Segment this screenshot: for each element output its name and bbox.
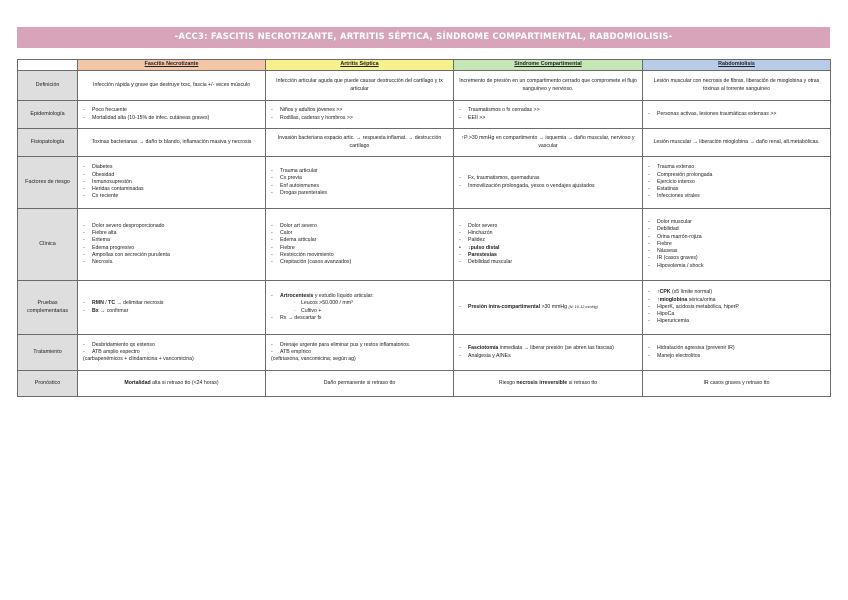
cell-compartimental	[454, 101, 643, 129]
list-item: - Ejercicio intenso	[648, 179, 825, 186]
cell-rabdomiolisis: Lesión muscular → liberación mioglobina → daño renal, alt.metabólicas.	[643, 129, 831, 157]
cell-rabdomiolisis	[643, 101, 831, 129]
bold-text: Fasciotomía	[468, 345, 499, 352]
list-item	[648, 289, 825, 296]
column-header-fascitis: Fascitis Necrotizante	[78, 60, 266, 71]
cell-rabdomiolisis	[643, 281, 831, 335]
list-item: - Inmunosupresión	[83, 179, 260, 186]
row-label: Clínica	[18, 209, 78, 281]
row-tratamiento	[18, 335, 831, 371]
list-item	[83, 308, 260, 315]
cell-fascitis	[78, 101, 266, 129]
cell-artritis	[266, 157, 454, 209]
text: >30 mmHg	[540, 303, 569, 310]
row-label: Fisiopatología	[18, 129, 78, 157]
column-header-rabdomiolisis: Rabdomiolisis	[643, 60, 831, 71]
list-item: - Calor	[271, 230, 448, 237]
cell-compartimental	[454, 209, 643, 281]
list-item: - Eritema	[83, 237, 260, 244]
row-label: Definición	[18, 71, 78, 101]
list-item: - Restricción movimiento	[271, 252, 448, 259]
list-item: - Trauma extenso	[648, 164, 825, 171]
list-item: - Fx, traumatismos, quemaduras	[459, 175, 637, 182]
list-item: - EEII >>	[459, 115, 637, 122]
corner-cell	[18, 60, 78, 71]
up-arrow: ↑	[657, 289, 660, 296]
cell-artritis: Invasión bacteriana espacio artic. → respuesta inflamat. → destrucción cartílago	[266, 129, 454, 157]
text: alta si retraso tto (<24 horas)	[150, 379, 219, 386]
cell-fascitis	[78, 209, 266, 281]
list-item: - Dolor art severo	[271, 223, 448, 230]
list-item: - Debilidad muscular	[459, 259, 637, 266]
cell-artritis: Infección articular aguda que puede causar destrucción del cartílago y tx articular	[266, 71, 454, 101]
list-item: - ATB empírico	[271, 349, 448, 356]
sub-item: · Cultivo +	[294, 308, 448, 315]
list-item: - Mortalidad alta (10-15% de infec. cutáneas graves)	[83, 115, 260, 122]
list-item: - Drenaje urgente para eliminar pus y restos inflamatorios.	[271, 342, 448, 349]
cell-rabdomiolisis: Lesión muscular con necrosis de fibras, liberación de mioglobina y otras toxinas al torrente sanguíneo	[643, 71, 831, 101]
bold-text: Artrocentesis	[280, 293, 314, 300]
list-item: - ATB amplio espectro	[83, 349, 260, 356]
list-item	[83, 300, 260, 307]
text: sérica/orina	[687, 296, 716, 303]
cell-rabdomiolisis: IR casos graves y retraso tto	[643, 371, 831, 397]
list-item: - Fiebre	[648, 241, 825, 248]
list-item	[648, 297, 825, 304]
list-item: - Compresión prolongada	[648, 172, 825, 179]
list-item: - Inmovilización prolongada, yesos o vendajes ajustados	[459, 183, 637, 190]
up-arrow: ↑	[657, 296, 660, 303]
list-item: - Cx reciente	[83, 193, 260, 200]
list-item: - Náuseas	[648, 248, 825, 255]
list-item: - Palidez	[459, 237, 637, 244]
list-item: - HiperK, acidosis metabólica, hiperP	[648, 304, 825, 311]
text: → confirmar	[98, 307, 129, 314]
text: (x5 límite normal)	[670, 289, 713, 296]
column-header-artritis: Artritis Séptica	[266, 60, 454, 71]
bold-text: necrosis irreversible	[516, 379, 568, 386]
list-item: - Enf autoinmunes	[271, 183, 448, 190]
list-item: - Debilidad	[648, 226, 825, 233]
row-factores	[18, 157, 831, 209]
list-item: - Personas activas, lesiones traumáticas extensas >>	[648, 111, 825, 118]
page-title: -ACC3: FASCITIS NECROTIZANTE, ARTRITIS SÉPTICA, SÍNDROME COMPARTIMENTAL, RABDOMIOLISIS-	[17, 27, 830, 48]
list-item: - IR (casos graves)	[648, 255, 825, 262]
list-item: - Cx previa	[271, 175, 448, 182]
text: → delimitar necrosis	[115, 300, 164, 307]
cell-fascitis	[78, 335, 266, 371]
list-item: - HipoCa	[648, 311, 825, 318]
row-epidemiologia	[18, 101, 831, 129]
header-row	[18, 60, 831, 71]
list-item: - Analgesia y AINEs	[459, 353, 637, 360]
row-pruebas	[18, 281, 831, 335]
list-item	[271, 293, 448, 315]
row-label: Tratamiento	[18, 335, 78, 371]
list-item	[459, 304, 637, 311]
cell-artritis	[266, 101, 454, 129]
list-item: - Dolor severo	[459, 223, 637, 230]
list-item: - Heridas contaminadas	[83, 186, 260, 193]
list-item: - Manejo electrolitos	[648, 353, 825, 360]
list-item: - Dolor severo desproporcionado	[83, 223, 260, 230]
list-item: - Fiebre	[271, 245, 448, 252]
text: Riesgo	[498, 379, 517, 386]
bold-text: Presión intra-compartimental	[468, 303, 541, 310]
cell-fascitis	[78, 281, 266, 335]
list-item: - Trauma articular	[271, 168, 448, 175]
row-pronostico	[18, 371, 831, 397]
list-item: - Infecciones virales	[648, 193, 825, 200]
list-item: - Necrosis.	[83, 259, 260, 266]
list-item	[459, 245, 637, 252]
bold-text: TC	[108, 300, 116, 307]
bold-text: Bx	[92, 307, 99, 314]
note-text: (N: 10-12 mmHg)	[568, 304, 598, 309]
cell-compartimental	[454, 371, 643, 397]
list-item: - Traumatismos o fx cerradas >>	[459, 107, 637, 114]
list-item	[459, 252, 637, 259]
cell-artritis	[266, 281, 454, 335]
list-item: - Diabetes	[83, 164, 260, 171]
row-label: Epidemiología	[18, 101, 78, 129]
row-definicion	[18, 71, 831, 101]
cell-compartimental	[454, 157, 643, 209]
list-item: - Poco frecuente	[83, 107, 260, 114]
list-item: - Orina marrón-rojiza	[648, 234, 825, 241]
row-clinica	[18, 209, 831, 281]
sub-item: · Leucos >50.000 / mm³	[294, 300, 448, 307]
cell-rabdomiolisis	[643, 157, 831, 209]
text: y estudio líquido articular:	[313, 293, 374, 300]
list-item: - Rx → descartar fx	[271, 315, 448, 322]
bold-text: Mortalidad	[124, 379, 151, 386]
comparison-table	[17, 59, 831, 397]
list-item: - Edema progresivo	[83, 245, 260, 252]
list-item: - Estatinas	[648, 186, 825, 193]
column-header-compartimental: Síndrome Compartimental	[454, 60, 643, 71]
note-text: (ceftriaxona, vancomicina; según ag)	[271, 356, 356, 363]
text: inmediata → liberar presión (se abren las fascias)	[498, 345, 614, 352]
note-text: (carbapenémicos + clindamicina + vancomicina)	[83, 356, 194, 363]
bold-text: RMN	[92, 300, 104, 307]
text: si retraso tto	[567, 379, 598, 386]
list-item: - Fiebre alta	[83, 230, 260, 237]
list-item: - Hipovolemia / shock	[648, 263, 825, 270]
list-item: - Desbridamiento qx extenso	[83, 342, 260, 349]
cell-rabdomiolisis	[643, 209, 831, 281]
list-item: - Hiperuricemia	[648, 318, 825, 325]
bold-text: CPK	[659, 289, 671, 296]
list-item: - Ampollas con secreción purulenta	[83, 252, 260, 259]
list-item: - Drogas parenterales	[271, 190, 448, 197]
row-label: Pronóstico	[18, 371, 78, 397]
list-item: - Rodillas, caderas y hombros >>	[271, 115, 448, 122]
cell-compartimental: ↑P >30 mmHg en compartimento → isquemia → daño muscular, nervioso y vascular	[454, 129, 643, 157]
row-label: Pruebas complementarias	[18, 281, 78, 335]
list-item: - Hinchazón	[459, 230, 637, 237]
list-item: - Obesidad	[83, 172, 260, 179]
cell-fascitis	[78, 371, 266, 397]
cell-fascitis	[78, 157, 266, 209]
cell-artritis	[266, 209, 454, 281]
list-item: - Niños y adultos jóvenes >>	[271, 107, 448, 114]
bold-text: Parestesias	[468, 251, 497, 258]
row-fisiopatologia	[18, 129, 831, 157]
bold-text: mioglobina	[659, 296, 688, 303]
cell-compartimental	[454, 335, 643, 371]
list-item: - Hidratación agresiva (prevenir IR)	[648, 345, 825, 352]
cell-fascitis: Infección rápida y grave que destruye txsc, fascia +/- veces músculo	[78, 71, 266, 101]
list-item: - Dolor muscular	[648, 219, 825, 226]
row-label: Factores de riesgo	[18, 157, 78, 209]
cell-compartimental	[454, 281, 643, 335]
list-item: - Edema articular	[271, 237, 448, 244]
cell-artritis	[266, 335, 454, 371]
cell-rabdomiolisis	[643, 335, 831, 371]
text: /	[103, 300, 109, 307]
cell-artritis: Daño permanente si retraso tto	[266, 371, 454, 397]
list-item	[459, 345, 637, 352]
cell-fascitis: Toxinas bacterianas → daño tx blando, inflamación masiva y necrosis	[78, 129, 266, 157]
bold-text: ↓pulso distal	[468, 244, 500, 251]
cell-compartimental: Incremento de presión en un compartimento cerrado que compromete el flujo sanguíneo y nervioso.	[454, 71, 643, 101]
list-item: - Crepitación (casos avanzados)	[271, 259, 448, 266]
